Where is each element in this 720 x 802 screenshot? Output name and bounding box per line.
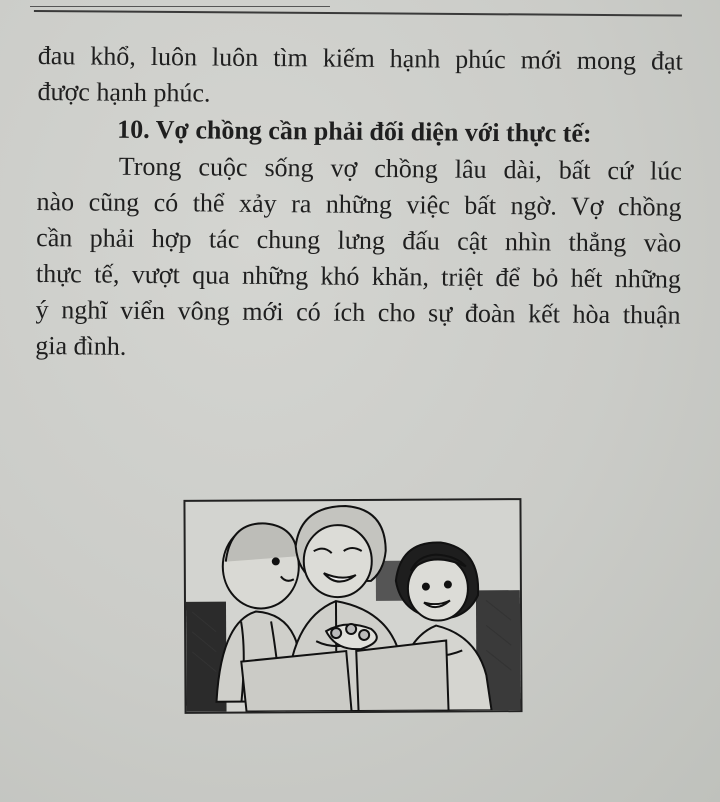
page-text <box>35 38 683 370</box>
paragraph-line-4: thực tế, vượt qua những khó khăn, triệt để bỏ hết những <box>35 258 682 294</box>
paragraph-line-5: ý nghĩ viển vông mới có ích cho sự đoàn kết hòa thuận <box>35 294 681 330</box>
text-line-1: đau khổ, luôn luôn tìm kiếm hạnh phúc mới mong đạt <box>37 40 683 76</box>
text-line-2: được hạnh phúc. <box>37 76 211 108</box>
paragraph-line-2: nào cũng có thể xảy ra những việc bất ngờ. Vợ chồng <box>36 186 682 222</box>
paragraph-line-6: gia đình. <box>35 330 127 361</box>
paragraph-line-3: cần phải hợp tác chung lưng đấu cật nhìn thẳng vào <box>36 222 682 258</box>
top-rule <box>34 0 682 17</box>
section-heading: 10. Vợ chồng cần phải đối diện với thực tế: <box>117 114 592 148</box>
paragraph-line-1: Trong cuộc sống vợ chồng lâu dài, bất cứ lúc <box>118 151 682 186</box>
family-illustration <box>183 498 522 714</box>
